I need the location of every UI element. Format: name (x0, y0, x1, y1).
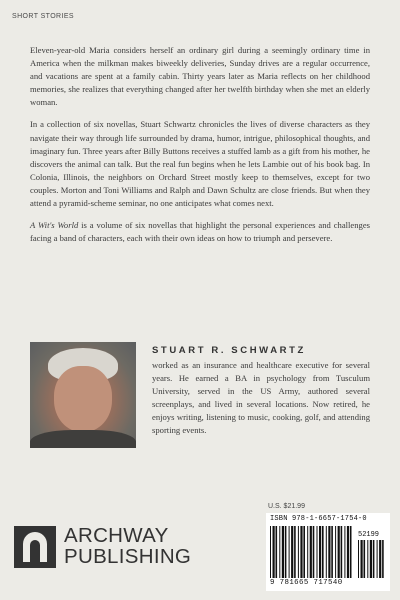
price-code: 52199 (358, 531, 380, 539)
blurb-paragraph-3-text: is a volume of six novellas that highlight the personal experiences and challenges facing a band of characters, each with their own ideas on how to triumph and persevere. (30, 220, 370, 244)
genre-label: SHORT STORIES (12, 13, 74, 20)
author-name: STUART R. SCHWARTZ (152, 345, 306, 356)
blurb-paragraph-1: Eleven-year-old Maria considers herself an ordinary girl during a seemingly ordinary time in America when the milkman makes biweekly deliveries, Sunday drives are a regular occurrence, and vacations are spent at a family cabin. Thirty years later as Maria reflects on her childhood memories, she realizes that everything changed after her twelfth birthday when she met an elderly woman. (30, 45, 370, 108)
archway-logo-icon (14, 526, 56, 568)
blurb-text (30, 44, 370, 254)
author-bio: worked as an insurance and healthcare executive for several years. He earned a BA in psychology from Tusculum University, served in the US Army, authored several screenplays, and lived in several locations. Now retired, he enjoys writing, listening to music, cooking, golf, and attending sporting events. (152, 360, 370, 436)
book-title: A Wit's World (30, 220, 79, 231)
publisher-name-line2: PUBLISHING (64, 545, 192, 568)
barcode (266, 513, 390, 591)
publisher-logo (14, 522, 192, 570)
isbn-label: ISBN 978-1-6657-1754-0 (270, 515, 367, 523)
addon-barcode-bars (358, 540, 386, 580)
price-label: U.S. $21.99 (268, 503, 305, 510)
blurb-paragraph-3 (30, 219, 370, 245)
publisher-name-line1: ARCHWAY (64, 524, 169, 547)
blurb-paragraph-2: In a collection of six novellas, Stuart Schwartz chronicles the lives of diverse characters as they navigate their way through life surrounded by drama, humor, intrigue, philosophical thoughts, and imaginary fun. Three years after Billy Buttons receives a stuffed lamb as a gift from his mother, he discovers the animal can talk. But the real fun begins when he lets Lambie out of his book bag. In Colonia, Illinois, the neighbors on Orchard Street mostly keep to themselves, except for two couples. Morton and Toni Williams and Ralph and Dawn Schultz are close friends. But when they attend a pyramid-scheme seminar, no one anticipates what comes next. (30, 119, 370, 209)
ean-barcode-bars (270, 526, 354, 578)
isbn-digits: 9 781665 717540 (270, 579, 343, 587)
author-photo (30, 342, 136, 448)
